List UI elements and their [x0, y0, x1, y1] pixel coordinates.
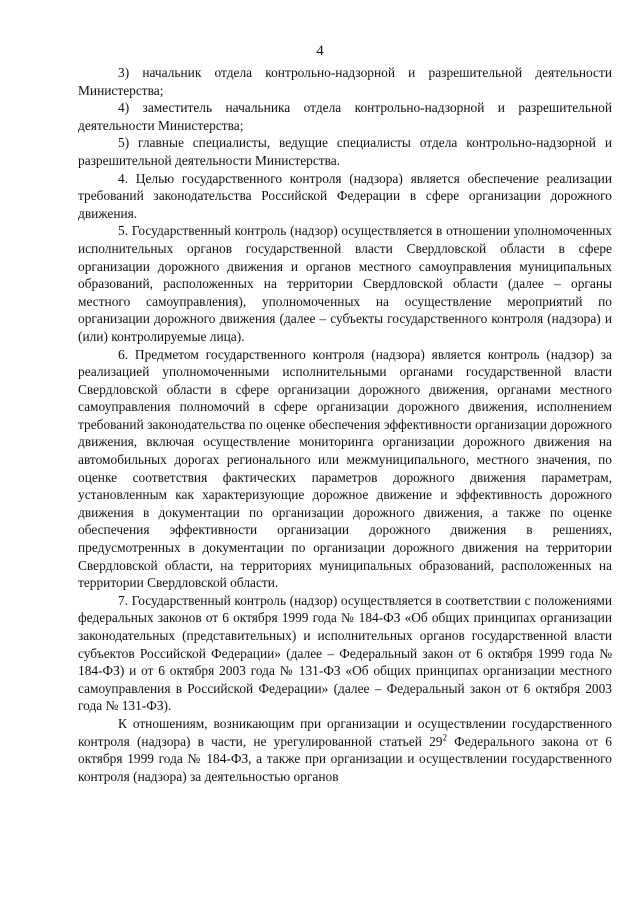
list-item-5: 5) главные специалисты, ведущие специалисты отдела контрольно-надзорной и разрешительной деятельности Министерства.: [78, 135, 612, 168]
document-body: [78, 64, 612, 785]
clause-6: 6. Предметом государственного контроля (надзора) является контроль (надзор) за реализацией уполномоченными исполнительными органами государственной власти Свердловской области в сфере организации дорожного движения, органами местного самоуправления полномочий в сфере организации дорожного движения, исполнением требований законодательства по оценке обеспечения эффективности организации дорожного движения, включая осуществление мониторинга организации дорожного движения на автомобильных дорогах регионального или межмуниципального, местного значения, по оценке соответствия фактических параметров дорожного движения параметрам, установленным как характеризующие дорожное движение и эффективность дорожного движения в документации по организации дорожного движения, а также по оценке обеспечения эффективности организации дорожного движения в решениях, предусмотренных в документации по организации дорожного движения на территории Свердловской области, на территориях муниципальных образований, расположенных на территории Свердловской области.: [78, 346, 612, 591]
page-number: 4: [316, 43, 324, 59]
clause-5: 5. Государственный контроль (надзор) осуществляется в отношении уполномоченных исполнительных органов государственной власти Свердловской области в сфере организации дорожного движения и органов местного самоуправления муниципальных образований, расположенных на территории Свердловской области (далее – органы местного самоуправления), уполномоченных на осуществление мероприятий по организации дорожного движения (далее – субъекты государственного контроля (надзора) и (или) контролируемые лица).: [78, 223, 612, 344]
superscript-2: 2: [442, 732, 447, 743]
clause-7: 7. Государственный контроль (надзор) осуществляется в соответствии с положениями федеральных законов от 6 октября 1999 года № 184-ФЗ «Об общих принципах организации законодательных (представительных) и исполнительных органов государственной власти субъектов Российской Федерации» (далее – Федеральный закон от 6 октября 1999 года № 184-ФЗ) и от 6 октября 2003 года № 131-ФЗ «Об общих принципах организации местного самоуправления в Российской Федерации» (далее – Федеральный закон от 6 октября 2003 года № 131-ФЗ).: [78, 592, 612, 714]
continuation-text-start: К отношениям, возникающим при организации и осуществлении государственного контроля (надзора) в части, не урегулированной статьей 29: [78, 715, 612, 749]
continuation-text-end: Федерального закона от 6 октября 1999 года № 184-ФЗ, а также при организации и осуществлении государственного контроля (надзора) за деятельностью органов: [78, 733, 612, 784]
clause-7-continuation: [78, 715, 612, 785]
clause-4: 4. Целью государственного контроля (надзора) является обеспечение реализации требований законодательства Российской Федерации в сфере организации дорожного движения.: [78, 170, 612, 221]
list-item-4: 4) заместитель начальника отдела контрольно-надзорной и разрешительной деятельности Министерства;: [78, 100, 612, 133]
list-item-3: 3) начальник отдела контрольно-надзорной и разрешительной деятельности Министерства;: [78, 65, 612, 98]
